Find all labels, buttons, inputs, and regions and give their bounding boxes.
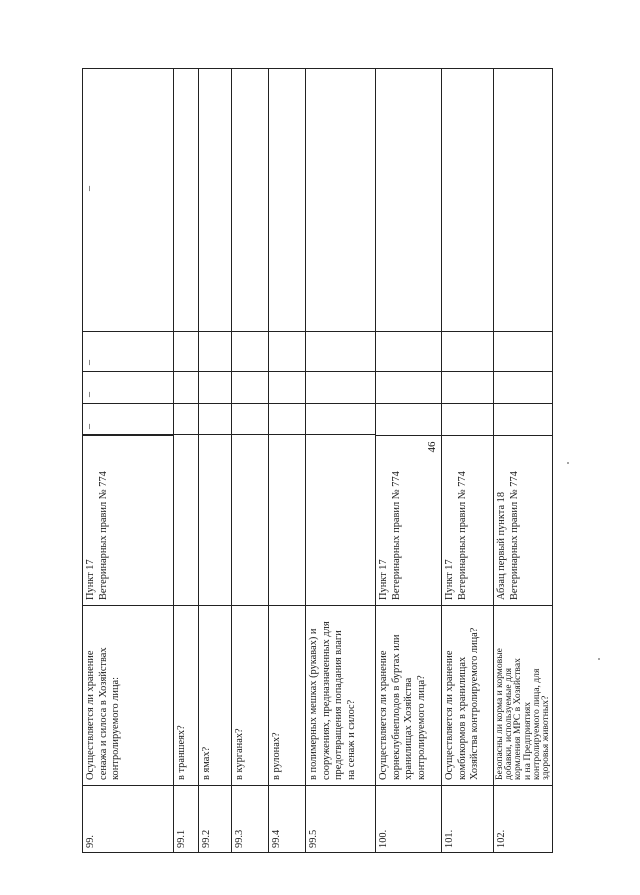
answer-na-cell xyxy=(375,331,441,371)
table-row xyxy=(268,68,306,853)
reference-cell: Пункт 17 Ветеринарных правил № 774 xyxy=(441,435,493,605)
table-row xyxy=(305,68,376,853)
row-number: 99.3 xyxy=(231,785,268,853)
answer-no-cell xyxy=(231,371,268,403)
answer-yes-cell xyxy=(231,403,268,435)
answer-yes-cell xyxy=(375,403,441,435)
answer-yes-cell xyxy=(173,403,198,435)
answer-no-cell xyxy=(173,371,198,403)
answer-no-cell: – xyxy=(82,371,173,403)
answer-yes-cell xyxy=(305,403,375,435)
table-row xyxy=(375,68,442,853)
answer-yes-cell xyxy=(268,403,305,435)
answer-na-cell xyxy=(198,331,231,371)
row-number: 99.2 xyxy=(198,785,231,853)
answer-na-cell: – xyxy=(82,331,173,371)
scan-speck xyxy=(598,658,600,660)
question-cell: Осуществляется ли хранение корнеклубнеплодов в буртах или хранилищах Хозяйства контролируемого лица? xyxy=(375,605,441,785)
table-row xyxy=(493,68,553,853)
reference-cell: Пункт 17 Ветеринарных правил № 774 xyxy=(82,435,173,605)
reference-cell: Абзац первый пункта 18 Ветеринарных правил № 774 xyxy=(493,435,553,605)
question-cell: Осуществляется ли хранение комбикормов в хранилищах Хозяйства контролируемого лица? xyxy=(441,605,493,785)
answer-na-cell xyxy=(441,331,493,371)
answer-yes-cell xyxy=(441,403,493,435)
scan-speck xyxy=(567,462,569,464)
question-cell: Безопасны ли корма и кормовые добавки, используемые для кормления МРС в Хозяйствах и на Предприятиях контролируемого лица, для здоровья животных? xyxy=(493,605,553,785)
answer-no-cell xyxy=(305,371,375,403)
table-row xyxy=(82,68,174,853)
row-number: 100. xyxy=(375,785,441,853)
page-number: 46 xyxy=(426,441,438,453)
question-cell: в курганах? xyxy=(231,605,268,785)
answer-no-cell xyxy=(441,371,493,403)
table-row xyxy=(441,68,494,853)
checklist-table xyxy=(82,68,553,853)
answer-yes-cell xyxy=(198,403,231,435)
answer-na-cell xyxy=(268,331,305,371)
answer-yes-cell: – xyxy=(82,403,173,435)
question-cell: в ямах? xyxy=(198,605,231,785)
row-number: 101. xyxy=(441,785,493,853)
answer-no-cell xyxy=(198,371,231,403)
table-row xyxy=(198,68,232,853)
answer-na-cell xyxy=(305,331,375,371)
answer-na-cell xyxy=(173,331,198,371)
row-number: 99.1 xyxy=(173,785,198,853)
question-cell: в рулонах? xyxy=(268,605,305,785)
row-number: 99.5 xyxy=(305,785,375,853)
table-row xyxy=(173,68,199,853)
answer-na-cell xyxy=(493,331,553,371)
answer-no-cell xyxy=(375,371,441,403)
question-cell: в траншеях? xyxy=(173,605,198,785)
row-number: 99. xyxy=(82,785,173,853)
reference-cell: Пункт 17 Ветеринарных правил № 774 xyxy=(375,435,441,605)
question-cell: в полимерных мешках (рукавах) и сооружениях, предназначенных для предотвращения попадания влаги на сенаж и силос? xyxy=(305,605,375,785)
note-cell: – xyxy=(84,186,95,191)
table-row xyxy=(231,68,269,853)
answer-no-cell xyxy=(493,371,553,403)
row-number: 102. xyxy=(493,785,553,853)
question-cell: Осуществляется ли хранение сенажа и силоса в Хозяйствах контролируемого лица: xyxy=(82,605,173,785)
row-number: 99.4 xyxy=(268,785,305,853)
answer-no-cell xyxy=(268,371,305,403)
answer-yes-cell xyxy=(493,403,553,435)
answer-na-cell xyxy=(231,331,268,371)
